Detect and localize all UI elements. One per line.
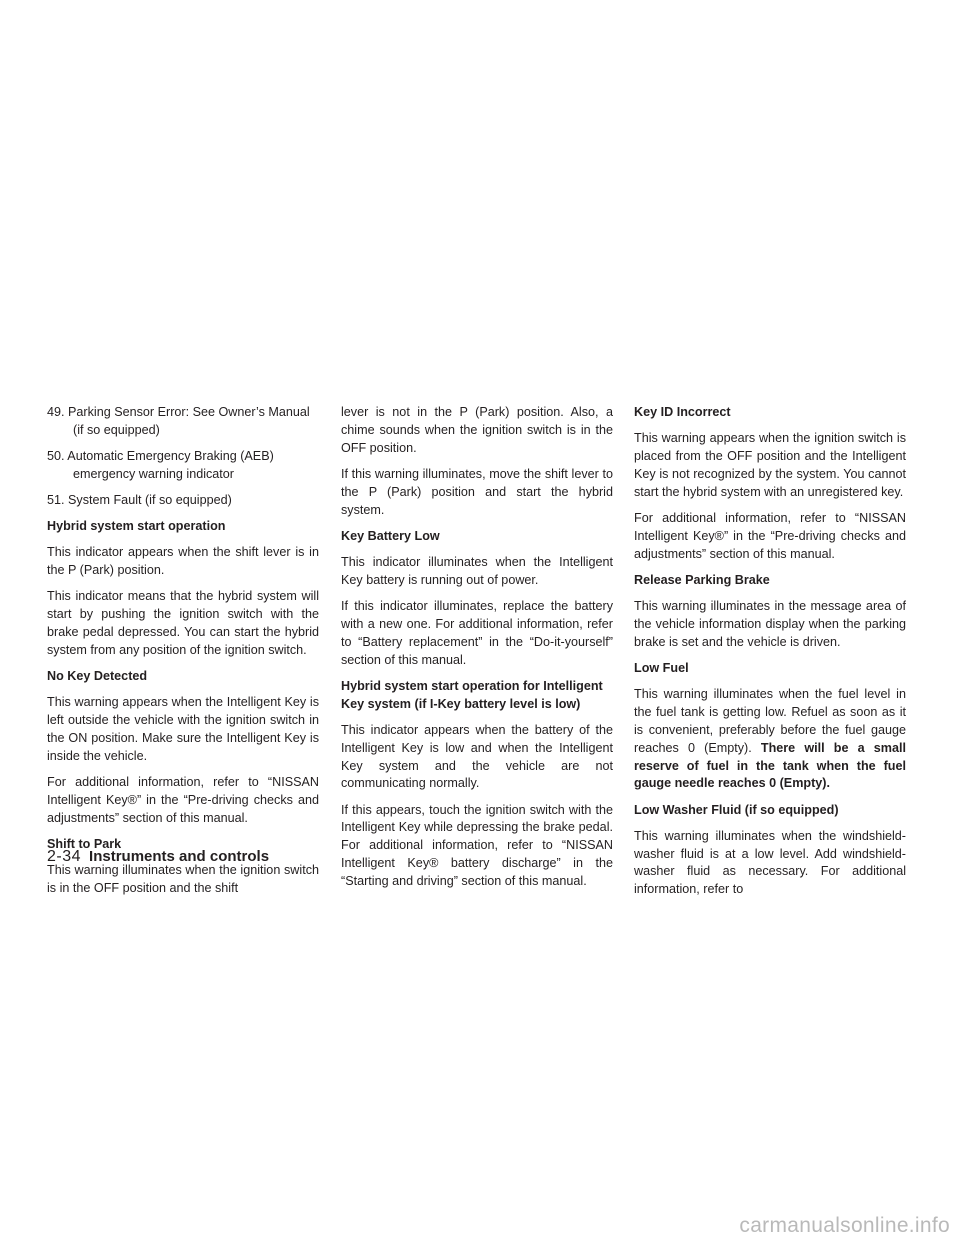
fuel-warning-bold: There will be a small reserve of fuel in the tank when the fuel gauge needle reaches 0 (Empty). — [634, 740, 906, 791]
paragraph: This warning appears when the ignition switch is placed from the OFF position and the Intelligent Key is not recognized by the system. You cannot start the hybrid system with an unregistered key. — [634, 431, 906, 499]
heading-no-key: No Key Detected — [47, 669, 148, 683]
paragraph: This warning appears when the Intelligent Key is left outside the vehicle with the ignition switch in the ON position. Make sure the Intelligent Key is inside the vehicle. — [47, 695, 319, 763]
paragraph: If this warning illuminates, move the shift lever to the P (Park) position and start the hybrid system. — [341, 466, 613, 517]
paragraph: This indicator illuminates when the Intelligent Key battery is running out of power. — [341, 554, 613, 587]
paragraph: If this appears, touch the ignition switch with the Intelligent Key while depressing the brake pedal. For additional information, refer to “NISSAN Intelligent Key® battery discharge” in the “Starting and driving” section of this manual. — [341, 802, 613, 889]
section-title: Instruments and controls — [89, 848, 270, 865]
paragraph: This indicator appears when the shift lever is in the P (Park) position. — [47, 545, 319, 578]
paragraph: For additional information, refer to “NISSAN Intelligent Key®” in the “Pre-driving checks and adjustments” section of this manual. — [634, 510, 906, 561]
paragraph: If this indicator illuminates, replace the battery with a new one. For additional information, refer to “Battery replacement” in the “Do-it-yourself” section of this manual. — [341, 598, 613, 667]
paragraph: For additional information, refer to “NISSAN Intelligent Key®” in the “Pre-driving checks and adjustments” section of this manual. — [47, 774, 319, 825]
list-item: 51. System Fault (if so equipped) — [47, 493, 232, 507]
heading-low-washer-fluid: Low Washer Fluid (if so equipped) — [634, 802, 839, 817]
list-item: 50. Automatic Emergency Braking (AEB) emergency warning indicator — [47, 449, 274, 481]
fuel-text: This warning illuminates when the fuel level in the fuel tank is getting low. Refuel as soon as it is convenient, preferably before the fuel gauge reaches 0 (Empty). — [634, 686, 906, 755]
paragraph: lever is not in the P (Park) position. Also, a chime sounds when the ignition switch is in the OFF position. — [341, 405, 613, 455]
paragraph: This warning illuminates when the windshield-washer fluid is at a low level. Add windshield-washer fluid as necessary. For additional information, refer to — [634, 828, 906, 897]
page-number: 2-34 — [47, 848, 82, 865]
watermark: carmanualsonline.info — [739, 1214, 950, 1237]
paragraph: This warning illuminates in the message area of the vehicle information display when the parking brake is set and the vehicle is driven. — [634, 598, 906, 649]
column-1 — [47, 404, 319, 906]
heading-release-parking-brake: Release Parking Brake — [634, 572, 770, 587]
heading-hybrid-start: Hybrid system start operation — [47, 519, 226, 534]
paragraph — [634, 686, 906, 793]
list-item: 49. Parking Sensor Error: See Owner’s Manual (if so equipped) — [47, 405, 310, 437]
heading-ikey-start: Hybrid system start operation for Intelligent Key system (if I-Key battery level is low) — [341, 678, 603, 711]
page-footer — [47, 848, 269, 866]
paragraph: This indicator means that the hybrid system will start by pushing the ignition switch with the brake pedal depressed. You can start the hybrid system from any position of the ignition switch. — [47, 589, 319, 657]
column-2 — [341, 404, 613, 899]
paragraph: This warning illuminates when the ignition switch is in the OFF position and the shift — [47, 862, 319, 895]
paragraph: This indicator appears when the battery of the Intelligent Key is low and when the Intelligent Key system and the vehicle are not communicating normally. — [341, 722, 613, 791]
heading-key-battery-low: Key Battery Low — [341, 528, 440, 543]
column-3 — [634, 404, 906, 907]
heading-key-id-incorrect: Key ID Incorrect — [634, 405, 731, 419]
heading-low-fuel: Low Fuel — [634, 660, 689, 675]
heading-shift-to-park: Shift to Park — [47, 836, 122, 851]
